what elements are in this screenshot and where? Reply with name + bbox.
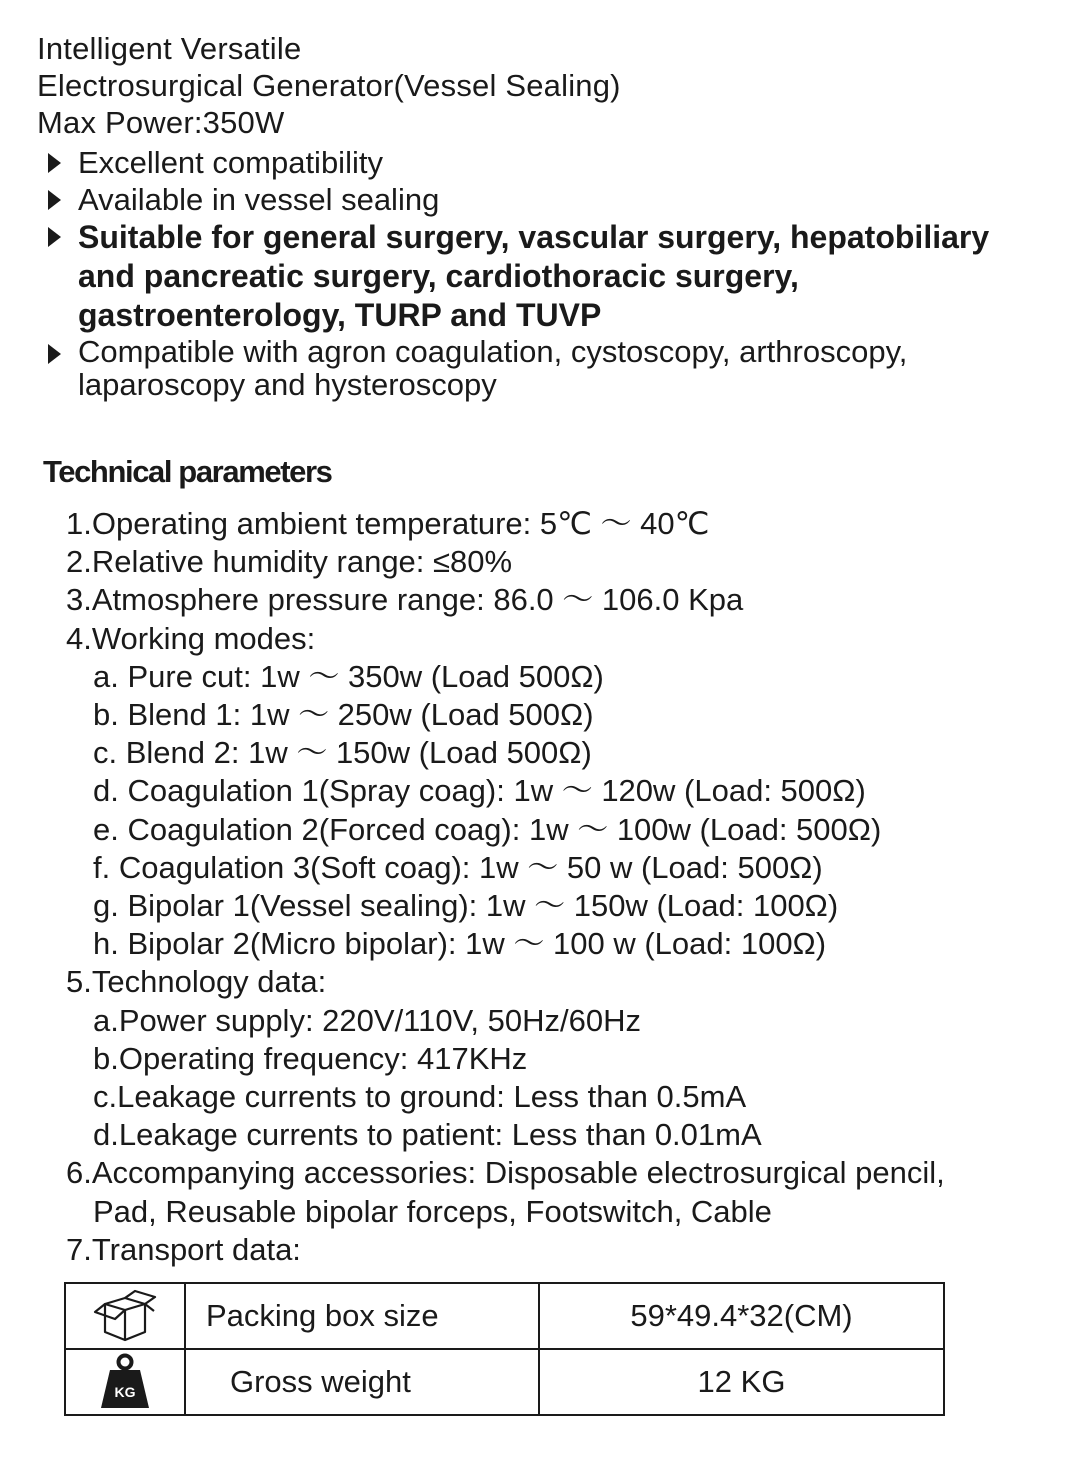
feature-list (44, 144, 1054, 401)
param-item: 5.Technology data: (66, 964, 327, 1000)
param-subitem: d.Leakage currents to patient: Less than 0.01mA (93, 1117, 762, 1153)
param-subitem: e. Coagulation 2(Forced coag): 1w ～ 100w (Load: 500Ω) (93, 811, 882, 847)
arrow-right-icon (48, 344, 61, 364)
product-header (37, 30, 621, 141)
feature-item (44, 144, 1054, 181)
feature-text: Suitable for general surgery, vascular surgery, hepatobiliary and pancreatic surgery, cardiothoracic surgery, gastroenterology, TURP and TUVP (78, 219, 990, 333)
weight-icon-label: KG (114, 1384, 136, 1400)
feature-item (44, 181, 1054, 218)
table-row (65, 1349, 944, 1415)
param-subitem: c.Leakage currents to ground: Less than 0.5mA (93, 1079, 747, 1115)
param-subitem: f. Coagulation 3(Soft coag): 1w ～ 50 w (Load: 500Ω) (93, 849, 823, 885)
product-title-line2: Electrosurgical Generator(Vessel Sealing) (37, 68, 621, 103)
param-subitem: c. Blend 2: 1w ～ 150w (Load 500Ω) (93, 735, 592, 771)
arrow-right-icon (48, 227, 61, 247)
section-title: Technical parameters (43, 454, 332, 489)
param-subitem: a. Pure cut: 1w ～ 350w (Load 500Ω) (93, 658, 604, 694)
table-value: 12 KG (539, 1349, 944, 1415)
param-subitem: b.Operating frequency: 417KHz (93, 1040, 528, 1076)
feature-item (44, 335, 1054, 401)
feature-text: Compatible with agron coagulation, cystoscopy, arthroscopy, laparoscopy and hysteroscopy (78, 334, 908, 402)
arrow-right-icon (48, 190, 61, 210)
table-row (65, 1283, 944, 1349)
feature-text: Available in vessel sealing (78, 182, 440, 217)
param-item: 2.Relative humidity range: ≤80% (66, 544, 513, 580)
table-label: Packing box size (185, 1283, 539, 1349)
param-item: 6.Accompanying accessories: Disposable electrosurgical pencil, (66, 1155, 945, 1191)
param-subitem: b. Blend 1: 1w ～ 250w (Load 500Ω) (93, 697, 594, 733)
param-item: 1.Operating ambient temperature: 5℃ ～ 40℃ (66, 506, 710, 541)
param-subitem: g. Bipolar 1(Vessel sealing): 1w ～ 150w (Load: 100Ω) (93, 888, 839, 924)
param-item: 3.Atmosphere pressure range: 86.0 ～ 106.0 Kpa (66, 582, 744, 618)
param-subitem: Pad, Reusable bipolar forceps, Footswitch, Cable (93, 1193, 772, 1229)
param-item: 7.Transport data: (66, 1231, 301, 1267)
param-subitem: a.Power supply: 220V/110V, 50Hz/60Hz (93, 1002, 642, 1038)
param-item: 4.Working modes: (66, 620, 316, 656)
icon-cell (65, 1349, 185, 1415)
feature-item (44, 218, 1054, 335)
product-title-line1: Intelligent Versatile (37, 31, 302, 66)
feature-text: Excellent compatibility (78, 145, 383, 180)
technical-parameters (66, 505, 945, 1269)
box-icon (91, 1288, 159, 1344)
weight-icon (97, 1353, 153, 1411)
table-value: 59*49.4*32(CM) (539, 1283, 944, 1349)
icon-cell (65, 1283, 185, 1349)
param-subitem: h. Bipolar 2(Micro bipolar): 1w ～ 100 w (Load: 100Ω) (93, 926, 827, 962)
param-subitem: d. Coagulation 1(Spray coag): 1w ～ 120w (Load: 500Ω) (93, 773, 866, 809)
transport-table (64, 1282, 945, 1416)
table-label: Gross weight (185, 1349, 539, 1415)
max-power: Max Power:350W (37, 105, 285, 140)
arrow-right-icon (48, 153, 61, 173)
